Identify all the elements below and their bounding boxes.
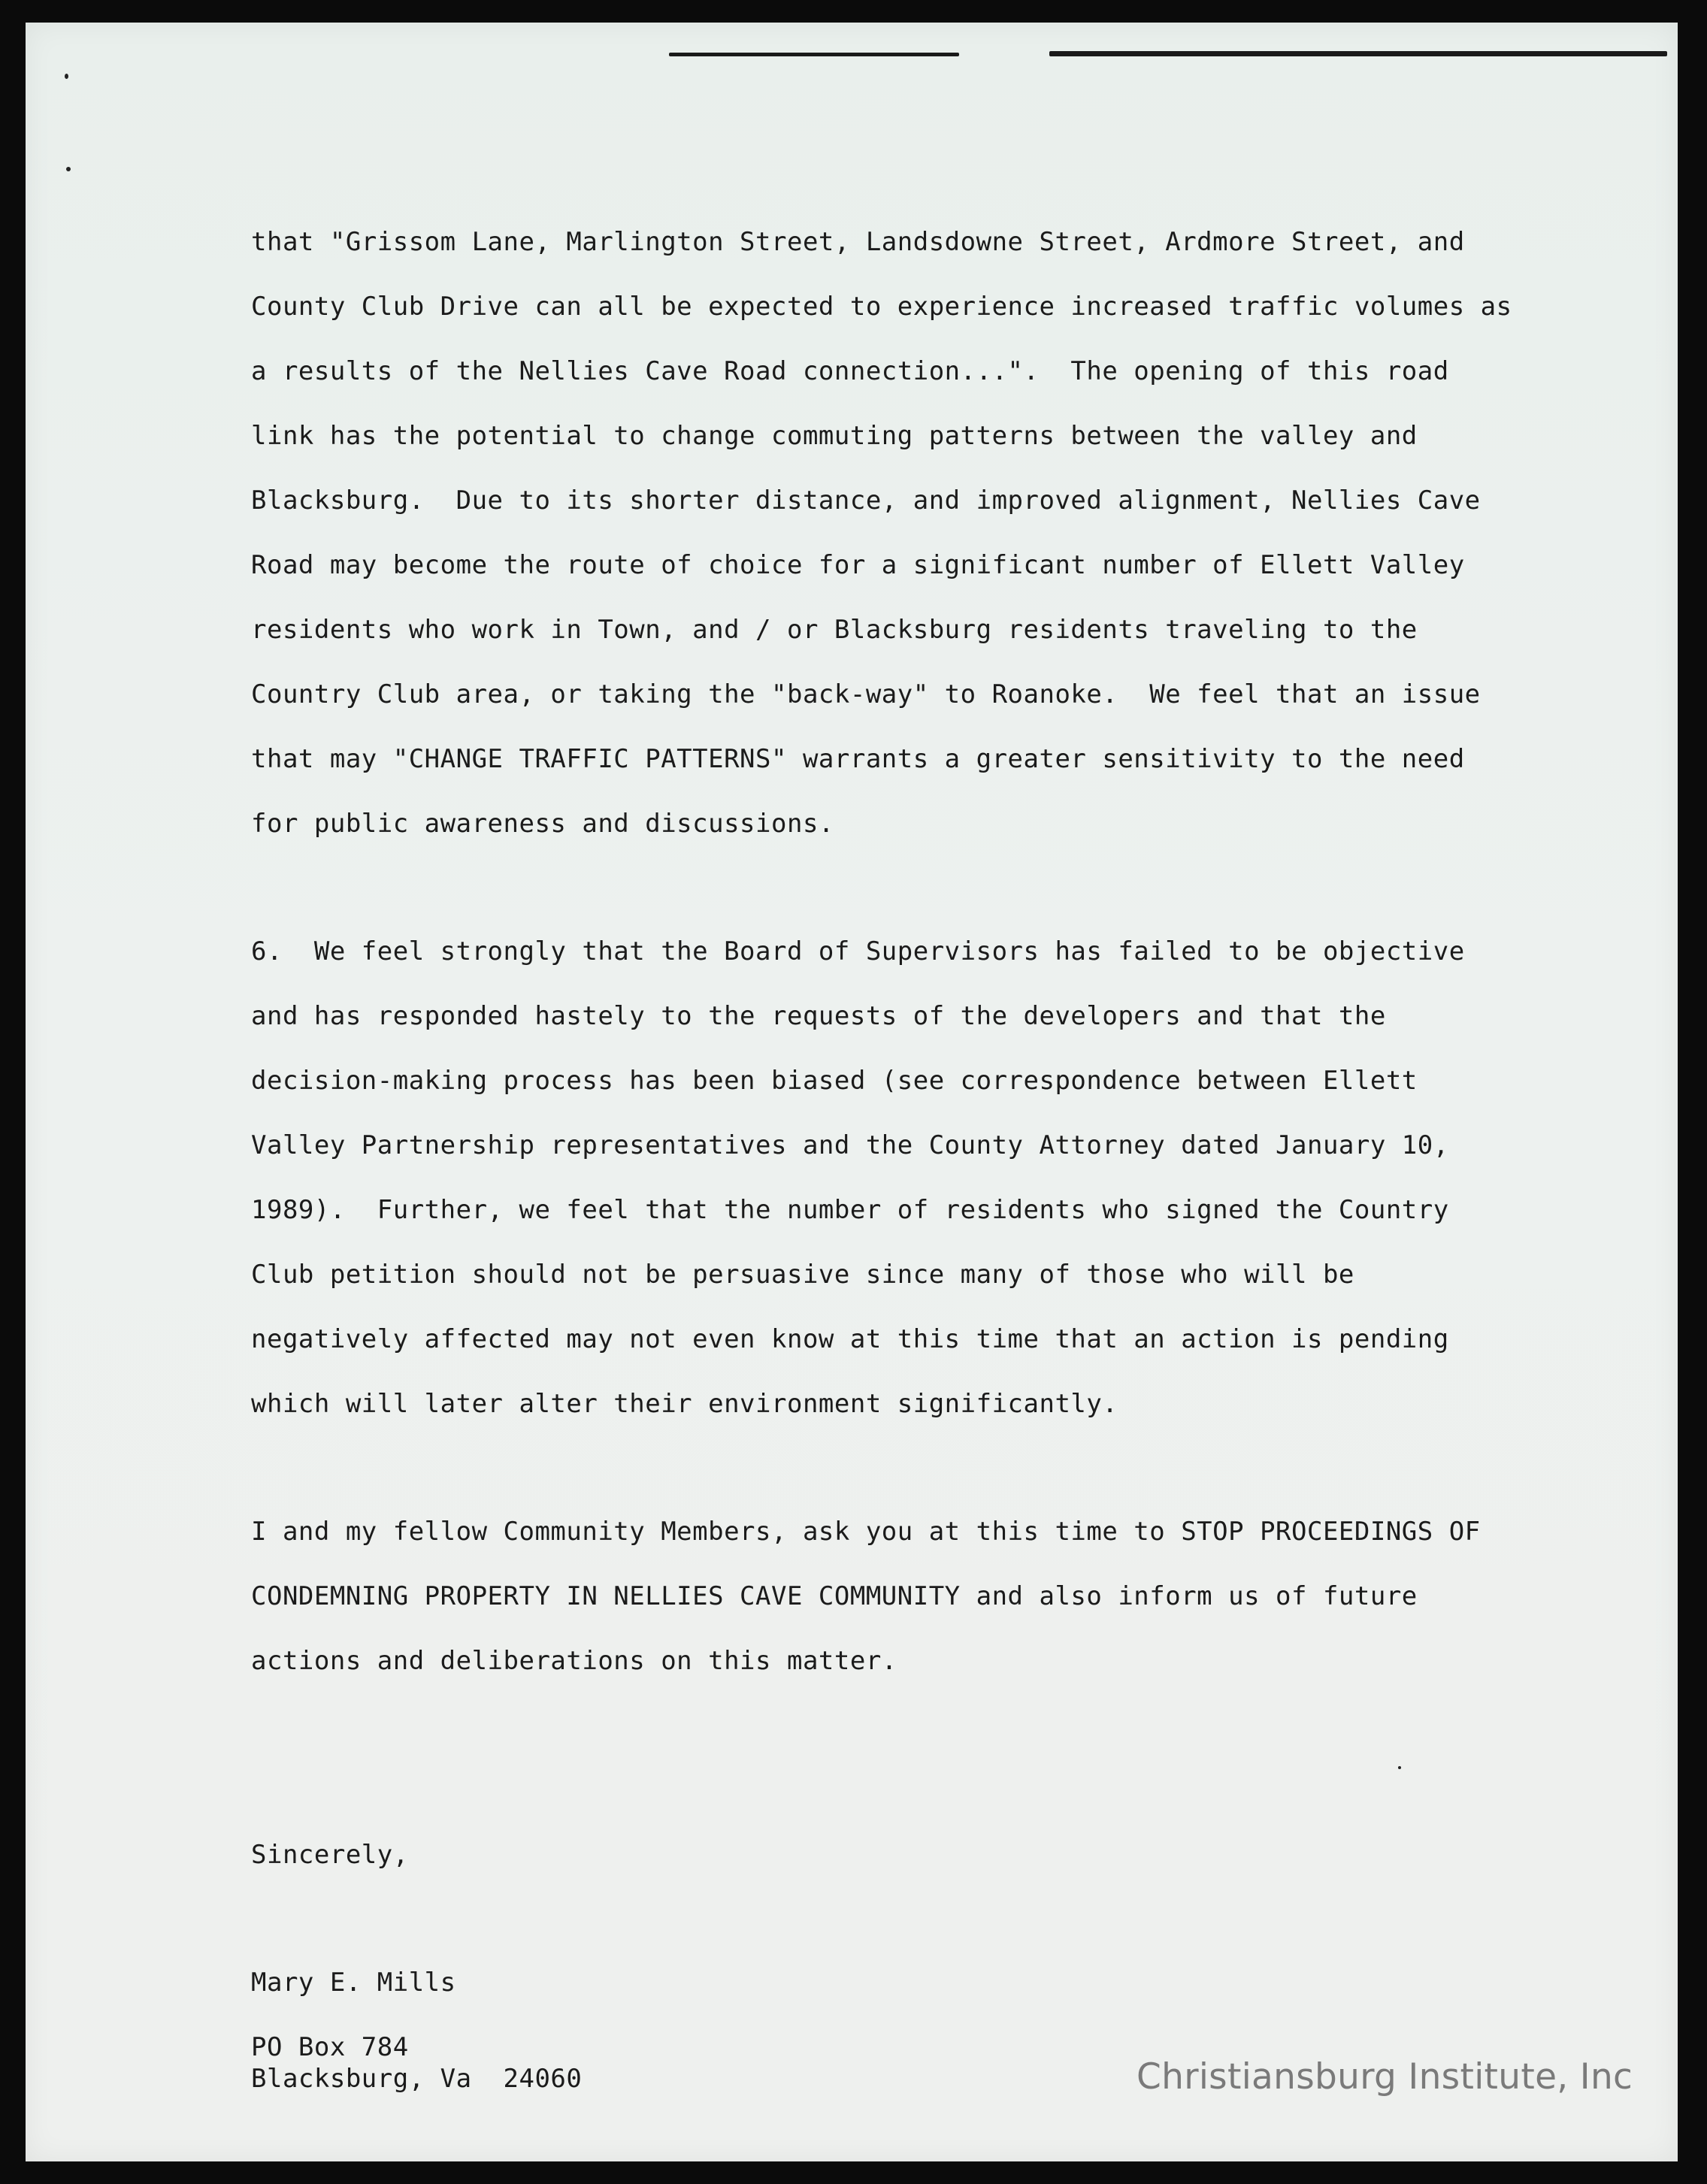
address-line-1: PO Box 784 (251, 2032, 409, 2062)
text-line: Valley Partnership representatives and the County Attorney dated January 10, (251, 1130, 1449, 1160)
text-line: decision-making process has been biased (see correspondence between Ellett (251, 1066, 1418, 1096)
top-edge-mark-right (1049, 51, 1667, 56)
text-line: Blacksburg. Due to its shorter distance, and improved alignment, Nellies Cave (251, 486, 1481, 516)
letter-page (26, 23, 1678, 2161)
text-line: which will later alter their environment significantly. (251, 1389, 1118, 1419)
text-line: that "Grissom Lane, Marlington Street, Landsdowne Street, Ardmore Street, and (251, 227, 1465, 257)
closing: Sincerely, (251, 1840, 409, 1870)
signer-name: Mary E. Mills (251, 1968, 456, 1998)
text-line: link has the potential to change commuting patterns between the valley and (251, 421, 1418, 451)
text-line: 6. We feel strongly that the Board of Supervisors has failed to be objective (251, 936, 1465, 966)
text-line: and has responded hastely to the requests of the developers and that the (251, 1001, 1386, 1031)
text-line: negatively affected may not even know at this time that an action is pending (251, 1324, 1449, 1354)
text-line: County Club Drive can all be expected to experience increased traffic volumes as (251, 292, 1512, 322)
scan-speck (1398, 1766, 1401, 1769)
text-line: Club petition should not be persuasive since many of those who will be (251, 1260, 1354, 1290)
text-line: for public awareness and discussions. (251, 809, 834, 839)
text-line: Road may become the route of choice for a significant number of Ellett Valley (251, 550, 1465, 580)
text-line: Country Club area, or taking the "back-way" to Roanoke. We feel that an issue (251, 679, 1481, 709)
scan-speck (66, 167, 71, 171)
text-line: residents who work in Town, and / or Blacksburg residents traveling to the (251, 615, 1418, 645)
top-edge-mark-left (669, 53, 959, 56)
text-line: that may "CHANGE TRAFFIC PATTERNS" warrants a greater sensitivity to the need (251, 744, 1465, 774)
text-line: a results of the Nellies Cave Road connection...". The opening of this road (251, 356, 1449, 386)
text-line: CONDEMNING PROPERTY IN NELLIES CAVE COMMUNITY and also inform us of future (251, 1581, 1418, 1611)
watermark: Christiansburg Institute, Inc (1136, 2056, 1633, 2098)
text-line: 1989). Further, we feel that the number of residents who signed the Country (251, 1195, 1449, 1225)
text-line: actions and deliberations on this matter. (251, 1646, 897, 1676)
address-line-2: Blacksburg, Va 24060 (251, 2064, 583, 2094)
scan-speck (65, 74, 68, 79)
text-line: I and my fellow Community Members, ask you at this time to STOP PROCEEDINGS OF (251, 1517, 1481, 1547)
